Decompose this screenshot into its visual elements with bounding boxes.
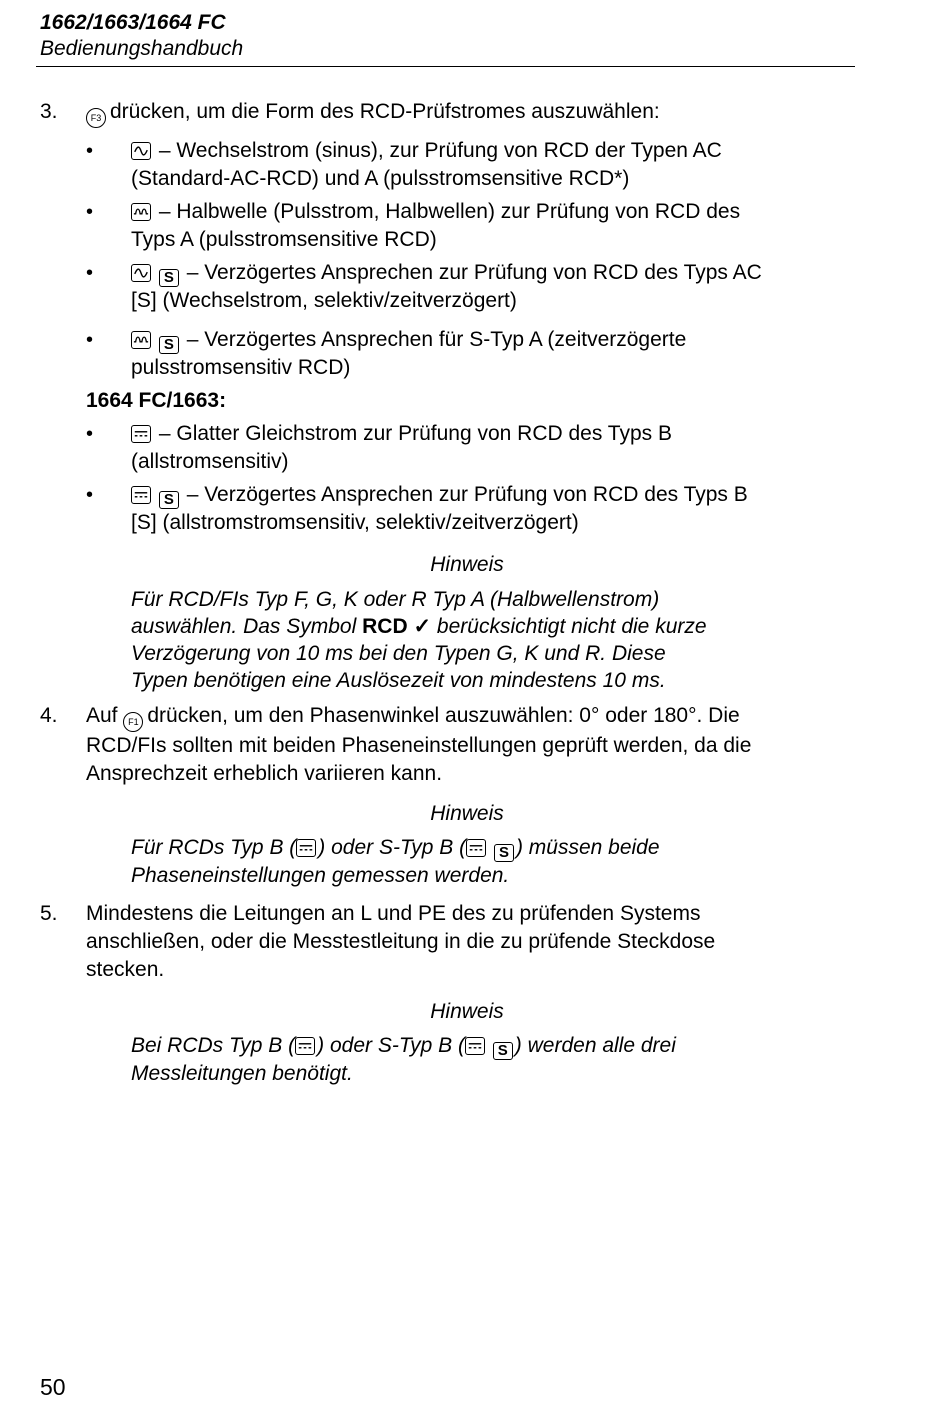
selective-s-icon: S bbox=[159, 491, 179, 509]
bullet-half-wave: – Halbwelle (Pulsstrom, Halbwellen) zur Prüfung von RCD des Typs A (pulsstromsensitive RCD) bbox=[131, 200, 741, 251]
page-header bbox=[40, 10, 855, 62]
checkmark-icon: ✓ bbox=[413, 615, 432, 638]
dc-smooth-icon bbox=[131, 425, 151, 443]
subheading-models: 1664 FC/1663: bbox=[86, 389, 227, 412]
half-wave-icon bbox=[131, 203, 151, 221]
half-wave-icon bbox=[131, 331, 151, 349]
bullet-dc-smooth: – Glatter Gleichstrom zur Prüfung von RCD des Typs B (allstromsensitiv) bbox=[131, 422, 672, 473]
note-heading: Hinweis bbox=[430, 553, 504, 576]
dc-smooth-icon bbox=[466, 839, 486, 857]
note-three-leads: Bei RCDs Typ B ( ) oder S-Typ B ( S ) werden alle drei Messleitungen benötigt. bbox=[131, 1034, 676, 1085]
f1-key-icon: F1 bbox=[123, 712, 143, 732]
bullet-dc-smooth-selective: S – Verzögertes Ansprechen zur Prüfung von RCD des Typs B [S] (allstromstromsensitiv, selektiv/zeitverzögert) bbox=[131, 483, 748, 534]
bullet-ac-sine: – Wechselstrom (sinus), zur Prüfung von RCD der Typen AC (Standard-AC-RCD) und A (pulsstromsensitive RCD*) bbox=[131, 139, 722, 190]
dc-smooth-icon bbox=[465, 1037, 485, 1055]
bullet-dot: • bbox=[86, 262, 94, 284]
f3-key-icon: F3 bbox=[86, 108, 106, 128]
note-heading: Hinweis bbox=[430, 1000, 504, 1023]
step-5-number: 5. bbox=[40, 902, 58, 925]
note-phase-settings: Für RCDs Typ B ( ) oder S-Typ B ( S ) müssen beide Phaseneinstellungen gemessen werden. bbox=[131, 836, 660, 887]
step-4-text: Auf F1 drücken, um den Phasenwinkel auszuwählen: 0° oder 180°. Die RCD/FIs sollten mit beiden Phaseneinstellungen geprüft werden, da die Ansprechzeit erheblich variieren kann. bbox=[86, 704, 752, 785]
page-number: 50 bbox=[40, 1374, 66, 1400]
bullet-dot: • bbox=[86, 329, 94, 351]
header-rule bbox=[36, 66, 855, 67]
bullet-dot: • bbox=[86, 140, 94, 162]
bullet-dot: • bbox=[86, 484, 94, 506]
step-3-number: 3. bbox=[40, 100, 58, 123]
ac-sine-icon bbox=[131, 264, 151, 282]
selective-s-icon: S bbox=[493, 1042, 513, 1060]
selective-s-icon: S bbox=[159, 336, 179, 354]
ac-sine-icon bbox=[131, 142, 151, 160]
bullet-dot: • bbox=[86, 201, 94, 223]
bullet-ac-sine-selective: S – Verzögertes Ansprechen zur Prüfung von RCD des Typs AC [S] (Wechselstrom, selektiv/zeitverzögert) bbox=[131, 261, 762, 312]
rcd-symbol: RCD bbox=[362, 615, 408, 638]
selective-s-icon: S bbox=[494, 844, 514, 862]
step-5-text: Mindestens die Leitungen an L und PE des zu prüfenden Systems anschließen, oder die Messtestleitung in die zu prüfende Steckdose stecken. bbox=[86, 902, 716, 981]
bullet-dot: • bbox=[86, 423, 94, 445]
step-4-number: 4. bbox=[40, 704, 58, 727]
dc-smooth-icon bbox=[295, 1037, 315, 1055]
dc-smooth-icon bbox=[131, 486, 151, 504]
note-rcd-types: Für RCD/FIs Typ F, G, K oder R Typ A (Halbwellenstrom) auswählen. Das Symbol RCD ✓ berücksichtigt nicht die kurze Verzögerung von 10 ms bei den Typen G, K und R. Diese Typen benötigen eine Auslösezeit von mindestens 10 ms. bbox=[131, 588, 707, 692]
dc-smooth-icon bbox=[296, 839, 316, 857]
bullet-half-wave-selective: S – Verzögertes Ansprechen für S-Typ A (zeitverzögerte pulsstromsensitiv RCD) bbox=[131, 328, 687, 379]
header-model: 1662/1663/1664 FC bbox=[40, 11, 226, 34]
selective-s-icon: S bbox=[159, 269, 179, 287]
note-heading: Hinweis bbox=[430, 802, 504, 825]
header-doc-title: Bedienungshandbuch bbox=[40, 37, 244, 60]
step-3-text: F3 drücken, um die Form des RCD-Prüfstromes auszuwählen: bbox=[86, 98, 851, 128]
